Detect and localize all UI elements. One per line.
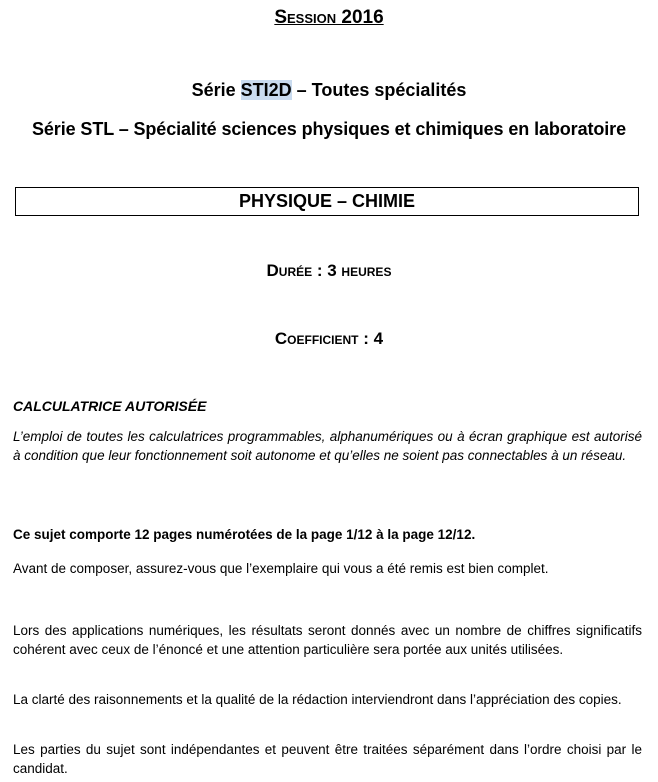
serie-suffix: – Toutes spécialités bbox=[291, 80, 467, 100]
exam-coefficient: Coefficient : 4 bbox=[274, 329, 384, 348]
pages-notice: Ce sujet comporte 12 pages numérotées de la page 1/12 à la page 12/12. bbox=[13, 527, 476, 542]
check-notice: Avant de composer, assurez-vous que l’exemplaire qui vous a été remis est bien complet. bbox=[13, 561, 549, 576]
calculator-title: CALCULATRICE AUTORISÉE bbox=[13, 398, 207, 414]
serie-stl-line: Série STL – Spécialité sciences physiques et chimiques en laboratoire bbox=[31, 119, 626, 139]
numeric-notice: Lors des applications numériques, les résultats seront donnés avec un nombre de chiffres significatifs cohérent avec ceux de l’énoncé et une attention particulière sera portée aux unités utilisées. bbox=[13, 623, 642, 657]
calculator-text: L’emploi de toutes les calculatrices programmables, alphanumériques ou à écran graphique est autorisé à condition que leur fonctionnement soit autonome et qu’elles ne soient pas connectables à un réseau. bbox=[13, 429, 642, 463]
subject-title: PHYSIQUE – CHIMIE bbox=[238, 191, 416, 211]
session-title: Session 2016 bbox=[274, 7, 384, 28]
exam-duration: Durée : 3 heures bbox=[266, 261, 392, 280]
clarity-notice: La clarté des raisonnements et la qualité de la rédaction interviendront dans l’appréciation des copies. bbox=[13, 692, 622, 707]
parts-notice: Les parties du sujet sont indépendantes et peuvent être traitées séparément dans l’ordre choisi par le candidat. bbox=[13, 742, 642, 776]
serie-prefix: Série bbox=[191, 80, 241, 100]
subject-title-box bbox=[15, 187, 639, 216]
serie-sti2d-line bbox=[0, 80, 658, 101]
highlighted-sti2d: STI2D bbox=[240, 80, 292, 100]
